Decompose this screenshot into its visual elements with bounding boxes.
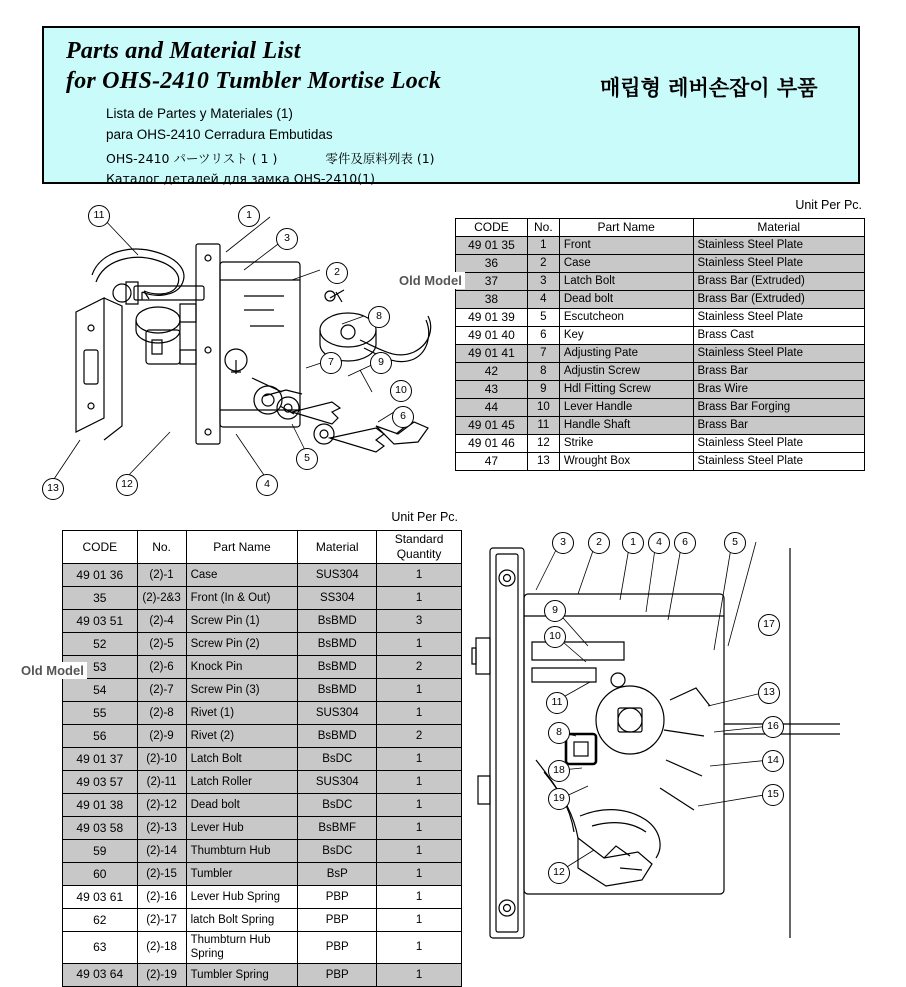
cell-standard-quantity: 1	[377, 886, 462, 909]
table-header-row	[456, 219, 865, 237]
cell-material: Stainless Steel Plate	[693, 453, 865, 471]
cell-code: 49 01 36	[63, 564, 138, 587]
cell-material: BsBMF	[298, 817, 377, 840]
cell-material: SUS304	[298, 702, 377, 725]
cell-material: BsBMD	[298, 656, 377, 679]
cell-code: 37	[456, 273, 528, 291]
table-row	[456, 345, 865, 363]
cell-no: (2)-14	[137, 840, 186, 863]
cell-part-name: Key	[559, 327, 693, 345]
cell-code: 60	[63, 863, 138, 886]
col-part-name: Part Name	[559, 219, 693, 237]
subtitle-chinese: 零件及原料列表 (1)	[325, 151, 435, 166]
header-banner	[42, 26, 860, 184]
cell-code: 49 01 38	[63, 794, 138, 817]
cell-standard-quantity: 1	[377, 702, 462, 725]
bottom-parts-table	[62, 530, 462, 987]
cell-no: (2)-9	[137, 725, 186, 748]
cell-part-name: Handle Shaft	[559, 417, 693, 435]
cell-code: 44	[456, 399, 528, 417]
cell-part-name: Rivet (2)	[186, 725, 298, 748]
table-row	[63, 610, 462, 633]
table-row	[63, 863, 462, 886]
cell-no: (2)-13	[137, 817, 186, 840]
cell-material: Brass Bar (Extruded)	[693, 291, 865, 309]
cell-part-name: Rivet (1)	[186, 702, 298, 725]
cell-code: 42	[456, 363, 528, 381]
cell-material: BsBMD	[298, 633, 377, 656]
cell-material: BsBMD	[298, 725, 377, 748]
assembly-callout-3: 3	[552, 532, 574, 554]
cell-code: 49 03 64	[63, 963, 138, 986]
cell-no: (2)-12	[137, 794, 186, 817]
cell-code: 36	[456, 255, 528, 273]
old-model-label-top: Old Model	[396, 272, 465, 289]
table-row	[63, 771, 462, 794]
cell-part-name: Screw Pin (2)	[186, 633, 298, 656]
cell-no: 1	[527, 237, 559, 255]
cell-material: Brass Bar (Extruded)	[693, 273, 865, 291]
col-no: No.	[527, 219, 559, 237]
cell-part-name: Screw Pin (3)	[186, 679, 298, 702]
table-row	[63, 840, 462, 863]
table-row	[456, 363, 865, 381]
cell-code: 49 03 51	[63, 610, 138, 633]
cell-standard-quantity: 1	[377, 909, 462, 932]
cell-code: 47	[456, 453, 528, 471]
col-part-name: Part Name	[186, 531, 298, 564]
cell-material: SUS304	[298, 771, 377, 794]
cell-no: (2)-11	[137, 771, 186, 794]
cell-no: (2)-15	[137, 863, 186, 886]
cell-part-name: Thumbturn Hub	[186, 840, 298, 863]
assembly-callout-10: 10	[544, 626, 566, 648]
cell-no: 4	[527, 291, 559, 309]
table-row	[63, 932, 462, 964]
cell-code: 49 01 45	[456, 417, 528, 435]
table-row	[456, 381, 865, 399]
cell-part-name: Wrought Box	[559, 453, 693, 471]
cell-no: (2)-17	[137, 909, 186, 932]
cell-standard-quantity: 2	[377, 656, 462, 679]
unit-per-pc-bottom: Unit Per Pc.	[391, 510, 458, 524]
cell-part-name: Knock Pin	[186, 656, 298, 679]
cell-material: Stainless Steel Plate	[693, 237, 865, 255]
cell-part-name: Latch Roller	[186, 771, 298, 794]
table-row	[456, 291, 865, 309]
table-row	[63, 794, 462, 817]
cell-code: 56	[63, 725, 138, 748]
col-material: Material	[693, 219, 865, 237]
cell-material: Bras Wire	[693, 381, 865, 399]
cell-no: (2)-5	[137, 633, 186, 656]
page-title-korean: 매립형 레버손잡이 부품	[600, 76, 818, 100]
cell-code: 55	[63, 702, 138, 725]
cell-no: (2)-16	[137, 886, 186, 909]
assembly-callout-4: 4	[648, 532, 670, 554]
cell-part-name: Tumbler Spring	[186, 963, 298, 986]
cell-code: 59	[63, 840, 138, 863]
top-parts-table	[455, 218, 865, 471]
table-row	[63, 886, 462, 909]
callout-2: 2	[326, 262, 348, 284]
cell-standard-quantity: 1	[377, 564, 462, 587]
cell-part-name: Front (In & Out)	[186, 587, 298, 610]
cell-standard-quantity: 1	[377, 817, 462, 840]
table-row	[63, 564, 462, 587]
table-row	[456, 237, 865, 255]
table-header-row	[63, 531, 462, 564]
cell-material: BsDC	[298, 748, 377, 771]
cell-material: BsBMD	[298, 679, 377, 702]
cell-standard-quantity: 1	[377, 587, 462, 610]
table-row	[63, 679, 462, 702]
callout-10: 10	[390, 380, 412, 402]
assembly-callout-9: 9	[544, 600, 566, 622]
cell-no: (2)-7	[137, 679, 186, 702]
cell-material: PBP	[298, 886, 377, 909]
callout-5: 5	[296, 448, 318, 470]
cell-part-name: Adjusting Pate	[559, 345, 693, 363]
assembly-callout-11: 11	[546, 692, 568, 714]
table-row	[456, 255, 865, 273]
cell-material: Stainless Steel Plate	[693, 435, 865, 453]
assembly-callout-5: 5	[724, 532, 746, 554]
cell-no: 12	[527, 435, 559, 453]
cell-code: 49 01 41	[456, 345, 528, 363]
assembly-callout-13: 13	[758, 682, 780, 704]
lock-assembly-diagram	[470, 520, 890, 960]
page-title-line1: Parts and Material List	[66, 38, 301, 64]
cell-part-name: Tumbler	[186, 863, 298, 886]
cell-part-name: Escutcheon	[559, 309, 693, 327]
cell-part-name: Front	[559, 237, 693, 255]
callout-13: 13	[42, 478, 64, 500]
cell-material: BsDC	[298, 794, 377, 817]
cell-material: BsP	[298, 863, 377, 886]
cell-code: 49 01 35	[456, 237, 528, 255]
old-model-label-bottom: Old Model	[18, 662, 87, 679]
assembly-callout-17: 17	[758, 614, 780, 636]
col-code: CODE	[63, 531, 138, 564]
subtitle-spanish-1: Lista de Partes y Materiales (1)	[106, 106, 293, 121]
cell-part-name: Case	[559, 255, 693, 273]
assembly-callout-1: 1	[622, 532, 644, 554]
cell-material: Stainless Steel Plate	[693, 309, 865, 327]
callout-1: 1	[238, 205, 260, 227]
cell-no: (2)-4	[137, 610, 186, 633]
cell-part-name: Latch Bolt	[559, 273, 693, 291]
cell-material: Stainless Steel Plate	[693, 255, 865, 273]
col-material: Material	[298, 531, 377, 564]
cell-code: 52	[63, 633, 138, 656]
subtitle-japanese: OHS-2410 パーツリスト ( 1 )	[106, 151, 278, 166]
table-row	[63, 702, 462, 725]
cell-part-name: latch Bolt Spring	[186, 909, 298, 932]
cell-code: 49 03 61	[63, 886, 138, 909]
callout-6: 6	[392, 406, 414, 428]
cell-standard-quantity: 1	[377, 679, 462, 702]
assembly-callout-18: 18	[548, 760, 570, 782]
cell-code: 49 01 40	[456, 327, 528, 345]
callout-9: 9	[370, 352, 392, 374]
table-row	[63, 963, 462, 986]
cell-material: SUS304	[298, 564, 377, 587]
cell-material: Stainless Steel Plate	[693, 345, 865, 363]
cell-no: (2)-18	[137, 932, 186, 964]
cell-no: 5	[527, 309, 559, 327]
assembly-callout-15: 15	[762, 784, 784, 806]
assembly-callout-2: 2	[588, 532, 610, 554]
table-row	[456, 453, 865, 471]
page-title-line2: for OHS-2410 Tumbler Mortise Lock	[66, 68, 442, 94]
assembly-callout-12: 12	[548, 862, 570, 884]
cell-part-name: Thumbturn Hub Spring	[186, 932, 298, 964]
cell-material: Brass Bar	[693, 363, 865, 381]
cell-code: 63	[63, 932, 138, 964]
cell-part-name: Latch Bolt	[186, 748, 298, 771]
cell-code: 62	[63, 909, 138, 932]
cell-no: 11	[527, 417, 559, 435]
table-row	[63, 656, 462, 679]
table-row	[63, 725, 462, 748]
table-row	[63, 587, 462, 610]
cell-no: (2)-6	[137, 656, 186, 679]
cell-part-name: Lever Handle	[559, 399, 693, 417]
callout-11: 11	[88, 205, 110, 227]
cell-material: PBP	[298, 932, 377, 964]
cell-code: 53	[63, 656, 138, 679]
cell-standard-quantity: 1	[377, 932, 462, 964]
subtitle-spanish-2: para OHS-2410 Cerradura Embutidas	[106, 127, 333, 142]
cell-code: 54	[63, 679, 138, 702]
top-parts-table-wrapper	[455, 198, 865, 471]
cell-part-name: Lever Hub	[186, 817, 298, 840]
cell-material: Brass Bar	[693, 417, 865, 435]
cell-standard-quantity: 1	[377, 963, 462, 986]
cell-standard-quantity: 1	[377, 794, 462, 817]
callout-8: 8	[368, 306, 390, 328]
cell-part-name: Strike	[559, 435, 693, 453]
exploded-assembly-diagram	[30, 200, 460, 510]
lock-assembly-svg	[470, 520, 890, 960]
assembly-callout-14: 14	[762, 750, 784, 772]
callout-12: 12	[116, 474, 138, 496]
cell-no: (2)-1	[137, 564, 186, 587]
table-row	[456, 435, 865, 453]
assembly-callout-8: 8	[548, 722, 570, 744]
cell-code: 49 01 39	[456, 309, 528, 327]
cell-code: 43	[456, 381, 528, 399]
subtitle-russian: Каталог деталей для замка OHS-2410(1)	[106, 171, 375, 186]
cell-part-name: Case	[186, 564, 298, 587]
cell-no: 9	[527, 381, 559, 399]
col-no: No.	[137, 531, 186, 564]
table-row	[456, 309, 865, 327]
table-row	[63, 909, 462, 932]
cell-no: (2)-10	[137, 748, 186, 771]
table-row	[63, 633, 462, 656]
cell-standard-quantity: 2	[377, 725, 462, 748]
cell-material: PBP	[298, 963, 377, 986]
cell-part-name: Screw Pin (1)	[186, 610, 298, 633]
cell-no: (2)-2&3	[137, 587, 186, 610]
table-row	[456, 399, 865, 417]
cell-standard-quantity: 3	[377, 610, 462, 633]
callout-4: 4	[256, 474, 278, 496]
cell-part-name: Adjustin Screw	[559, 363, 693, 381]
exploded-assembly-svg	[30, 200, 460, 510]
cell-material: BsDC	[298, 840, 377, 863]
cell-material: BsBMD	[298, 610, 377, 633]
cell-no: 2	[527, 255, 559, 273]
bottom-parts-table-wrapper	[62, 510, 462, 987]
assembly-callout-16: 16	[762, 716, 784, 738]
cell-no: 7	[527, 345, 559, 363]
cell-part-name: Hdl Fitting Screw	[559, 381, 693, 399]
cell-code: 49 03 58	[63, 817, 138, 840]
cell-no: 3	[527, 273, 559, 291]
col-code: CODE	[456, 219, 528, 237]
cell-no: 10	[527, 399, 559, 417]
cell-no: (2)-8	[137, 702, 186, 725]
cell-material: SS304	[298, 587, 377, 610]
cell-standard-quantity: 1	[377, 840, 462, 863]
table-row	[63, 748, 462, 771]
cell-material: PBP	[298, 909, 377, 932]
table-row	[63, 817, 462, 840]
table-row	[456, 273, 865, 291]
callout-7: 7	[320, 352, 342, 374]
cell-standard-quantity: 1	[377, 633, 462, 656]
cell-part-name: Dead bolt	[186, 794, 298, 817]
cell-code: 35	[63, 587, 138, 610]
cell-standard-quantity: 1	[377, 863, 462, 886]
table-row	[456, 327, 865, 345]
cell-code: 49 01 46	[456, 435, 528, 453]
cell-standard-quantity: 1	[377, 771, 462, 794]
cell-no: 6	[527, 327, 559, 345]
assembly-callout-6: 6	[674, 532, 696, 554]
assembly-callout-19: 19	[548, 788, 570, 810]
cell-part-name: Lever Hub Spring	[186, 886, 298, 909]
cell-standard-quantity: 1	[377, 748, 462, 771]
cell-code: 49 03 57	[63, 771, 138, 794]
cell-material: Brass Bar Forging	[693, 399, 865, 417]
subtitle-japanese-chinese	[106, 149, 435, 167]
cell-part-name: Dead bolt	[559, 291, 693, 309]
cell-no: (2)-19	[137, 963, 186, 986]
cell-code: 49 01 37	[63, 748, 138, 771]
cell-no: 8	[527, 363, 559, 381]
cell-code: 38	[456, 291, 528, 309]
callout-3: 3	[276, 228, 298, 250]
table-row	[456, 417, 865, 435]
cell-material: Brass Cast	[693, 327, 865, 345]
unit-per-pc-top: Unit Per Pc.	[795, 198, 862, 212]
cell-no: 13	[527, 453, 559, 471]
col-standard-quantity: Standard Quantity	[377, 531, 462, 564]
